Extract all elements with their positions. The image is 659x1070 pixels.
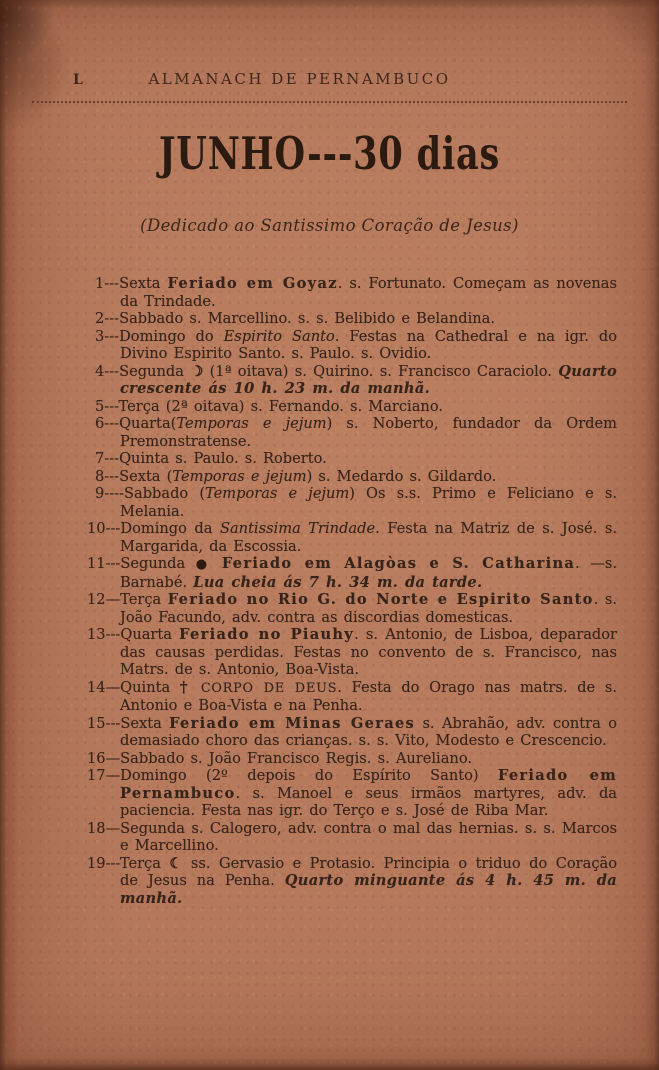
entry-text: 6---Quarta(: [95, 415, 177, 432]
entry-text: s. Abrahão, adv. contra o demasiado choro das crianças. s. s. Vito, Modesto e Crescencio.: [120, 714, 618, 749]
entry-text: Temporas e jejum: [176, 415, 327, 432]
dotted-rule: [32, 101, 627, 103]
entry-text: Espirito Santo: [223, 327, 335, 345]
entry-text: Feriado em Pernambuco: [120, 767, 617, 802]
entry-text: . —s. Barnabé.: [120, 555, 618, 591]
entry-text: Feriado em Minas Geraes: [169, 714, 416, 732]
entry-text: Temporas e jejum: [205, 485, 350, 502]
entry-text: . s. Antonio, de Lisboa, deparador das causas perdidas. Festas no convento de s. Francisco, nas Matrs. de s. Antonio, Boa-Vista.: [120, 626, 618, 678]
entry-text: 15---Sexta: [87, 714, 170, 732]
entry-text: . s. João Facundo, adv. contra as discordias domesticas.: [120, 591, 618, 626]
calendar-entry-19: [87, 854, 618, 908]
entry-text: 8---Sexta (: [95, 467, 173, 485]
latin-cross-icon: †: [179, 678, 192, 696]
entry-text: ss. Gervasio e Protasio. Principia o triduo do Coração de Jesus na Penha.: [120, 854, 617, 889]
full-moon-icon: ●: [195, 557, 212, 572]
entry-text: 5---Terça (2ª oitava) s. Fernando. s. Marciano.: [95, 397, 443, 415]
calendar-entry-14: [87, 678, 617, 715]
entry-text: (1ª oitava) s. Quirino. s. Francisco Caraciolo.: [203, 362, 559, 380]
calendar-entries: [20, 275, 639, 907]
entry-text: Feriado em Alagòas e S. Catharina: [221, 555, 576, 572]
calendar-entry-2: [90, 310, 617, 328]
entry-text: 17—Domingo (2º depois do Espírito Santo): [87, 767, 498, 784]
month-title: JUNHO---30 dias: [158, 127, 501, 180]
entry-text: Feriado no Rio G. do Norte e Espirito Santo: [167, 591, 594, 608]
entry-text: ) s. Noberto, fundador da Ordem Premonstratense.: [120, 415, 617, 450]
calendar-entry-10: [87, 520, 617, 555]
entry-text: 1---Sexta: [95, 275, 168, 292]
entry-text: Quarto minguante ás 4 h. 45 m. da manhã.: [120, 872, 618, 907]
page-folio: L: [73, 72, 84, 88]
entry-text: . s. Manoel e seus irmãos martyres, adv. da paciencia. Festa nas igr. do Terço e s. José de Riba Mar.: [120, 784, 617, 819]
entry-text: 14—Quinta: [87, 678, 180, 696]
entry-text: . Festa do Orago nas matrs. de s. Antonio e Boa-Vista e na Penha.: [120, 678, 617, 714]
entry-text: [211, 555, 222, 572]
entry-text: 10---Domingo da: [87, 520, 220, 537]
entry-text: 7---Quinta s. Paulo. s. Roberto.: [95, 450, 327, 467]
calendar-entry-12: [87, 591, 618, 626]
entry-text: . Festas na Cathedral e na igr. do Divino Espirito Santo. s. Paulo. s. Ovidio.: [120, 327, 617, 362]
calendar-entry-9: [90, 485, 617, 520]
entry-text: 13---Quarta: [87, 626, 180, 643]
calendar-entry-6: [90, 415, 617, 450]
calendar-entry-5: [90, 398, 617, 416]
calendar-entry-17: [87, 767, 617, 820]
calendar-entry-16: [87, 749, 617, 768]
entry-text: Temporas e jejum: [172, 467, 307, 485]
calendar-entry-7: [90, 450, 617, 468]
calendar-entry-15: [87, 714, 618, 750]
entry-text: 11---Segunda: [87, 555, 196, 572]
entry-text: ) s. Medardo s. Gildardo.: [306, 467, 497, 485]
entry-text: 3---Domingo do: [95, 327, 224, 345]
calendar-entry-11: [87, 555, 618, 591]
first-quarter-moon-icon: ☽: [190, 362, 204, 380]
entry-text: 16—Sabbado s. João Francisco Regis. s. Aureliano.: [87, 749, 472, 767]
entry-text: 9----Sabbado (: [95, 485, 206, 502]
entry-text: 12—Terça: [87, 591, 168, 608]
entry-text: Feriado no Piauhy: [179, 626, 355, 643]
entry-text: Lua cheia ás 7 h. 34 m. da tarde.: [193, 573, 483, 591]
calendar-entry-1: [90, 275, 617, 310]
entry-text: 18—Segunda s. Calogero, adv. contra o mal das hernias. s. s. Marcos e Marcellino.: [87, 819, 617, 854]
entry-text: CORPO DE DEUS: [200, 680, 338, 696]
calendar-entry-4: [90, 363, 617, 398]
entry-text: ) Os s.s. Primo e Feliciano e s. Melania.: [120, 485, 618, 520]
entry-text: . Festa na Matriz de s. José. s. Margarida, da Escossia.: [120, 520, 617, 555]
calendar-entry-13: [87, 626, 618, 679]
entry-text: 19---Terça: [87, 854, 170, 872]
entry-text: . s. Fortunato. Começam as novenas da Trindade.: [120, 275, 617, 310]
calendar-entry-8: [90, 468, 617, 486]
last-quarter-moon-icon: ☾: [169, 854, 183, 872]
entry-text: Quarto crescente ás 10 h. 23 m. da manhã.: [120, 362, 617, 397]
entry-text: Feriado em Goyaz: [167, 275, 338, 292]
running-header: ALMANACH DE PERNAMBUCO: [148, 70, 451, 88]
calendar-entry-18: [87, 819, 617, 855]
entry-text: 4---Segunda: [95, 362, 191, 380]
dedication-line: (Dedicado ao Santissimo Coração de Jesus): [140, 216, 519, 235]
entry-text: [191, 679, 201, 696]
calendar-entry-3: [90, 328, 617, 363]
entry-text: Santissima Trindade: [219, 520, 376, 537]
entry-text: 2---Sabbado s. Marcellino. s. s. Belibido e Belandina.: [95, 310, 495, 327]
